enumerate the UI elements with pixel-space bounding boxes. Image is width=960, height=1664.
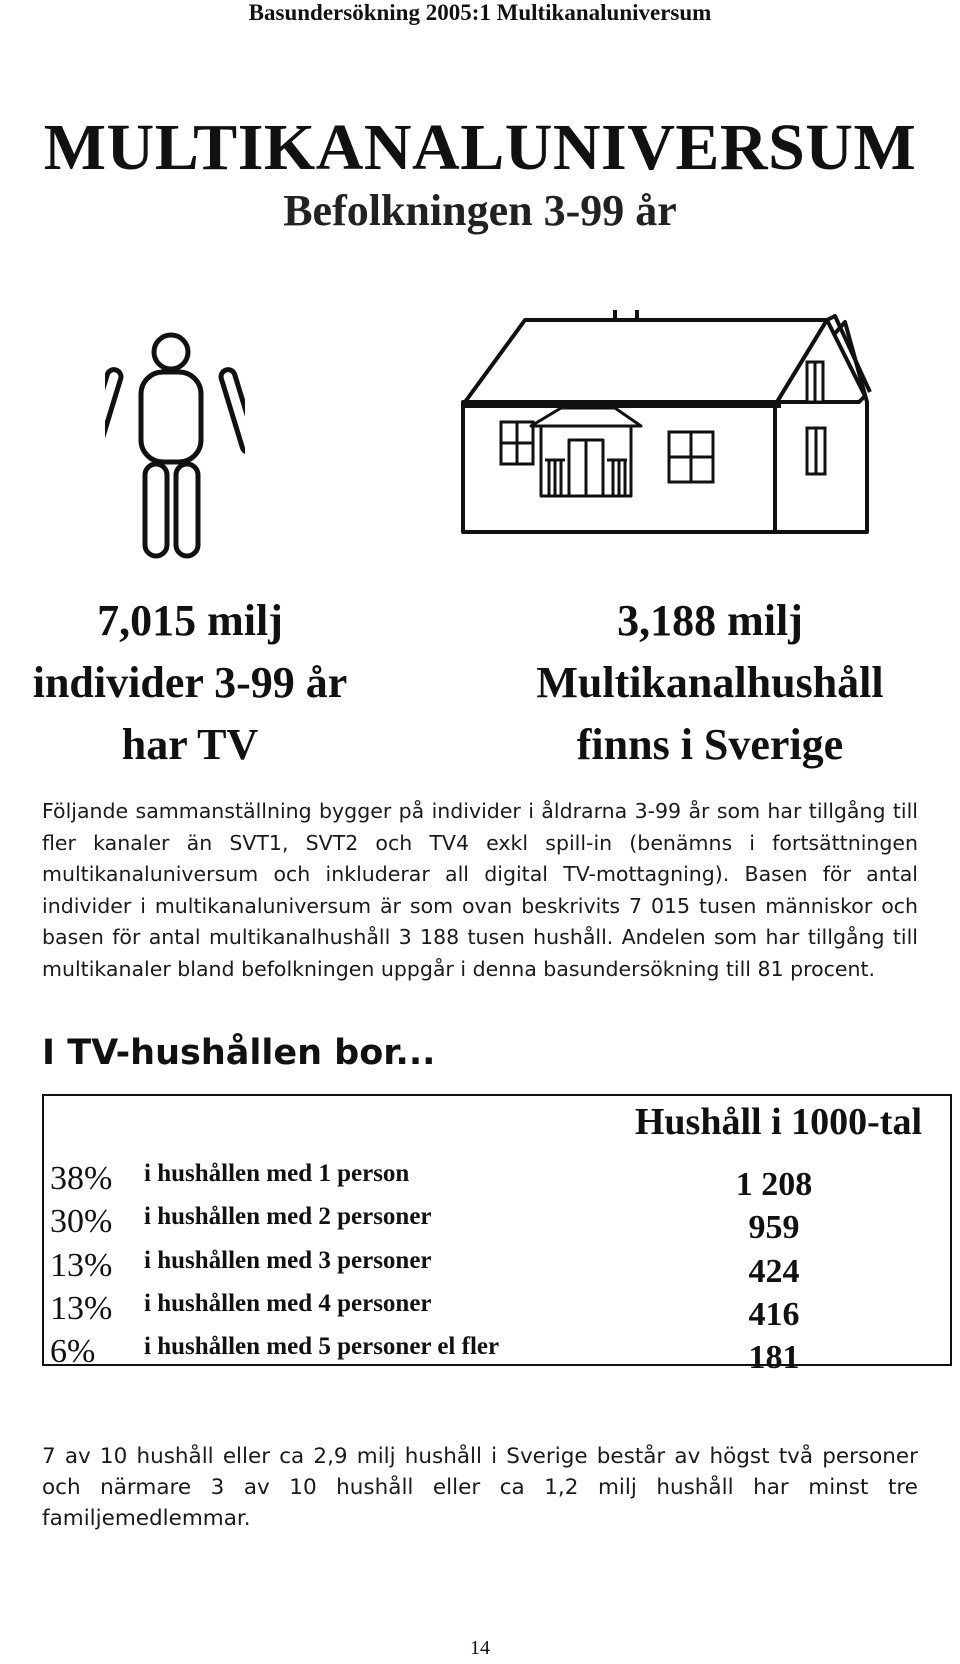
households-count: 3,188 milj bbox=[617, 596, 803, 645]
household-table bbox=[42, 1094, 952, 1376]
table-row bbox=[44, 1247, 950, 1293]
row-label: i hushållen med 1 person bbox=[144, 1160, 410, 1187]
intro-paragraph: Följande sammanställning bygger på individer i åldrarna 3-99 år som har tillgång till fler kanaler än SVT1, SVT2 och TV4 exkl spill-in (benämns i fortsättningen multikanaluniversum och inkluderar all digital TV-mottagning). Basen för antal individer i multikanaluniversum är som ovan beskrivits 7 015 tusen människor och basen för antal multikanalhushåll 3 188 tusen hushåll. Andelen som har tillgång till multikanaler bland befolkningen uppgår i denna basundersökning till 81 procent. bbox=[42, 799, 918, 981]
table-row bbox=[44, 1333, 950, 1379]
households-description: Multikanalhushåll bbox=[536, 658, 884, 707]
row-value: 1 208 bbox=[735, 1166, 813, 1203]
running-header: Basundersökning 2005:1 Multikanaluniversum bbox=[248, 0, 712, 25]
table-row bbox=[44, 1203, 950, 1249]
row-percent: 38% bbox=[50, 1160, 113, 1197]
row-value: 424 bbox=[748, 1253, 800, 1290]
row-label: i hushållen med 2 personer bbox=[144, 1203, 432, 1230]
house-icon bbox=[455, 310, 915, 540]
row-percent: 13% bbox=[50, 1290, 113, 1327]
page-number: 14 bbox=[470, 1637, 490, 1659]
column-header: Hushåll i 1000-tal bbox=[634, 1101, 922, 1143]
row-label: i hushållen med 3 personer bbox=[144, 1247, 432, 1274]
closing-paragraph: 7 av 10 hushåll eller ca 2,9 milj hushåll i Sverige består av högst två personer och närmare 3 av 10 hushåll eller ca 1,2 milj hushåll har minst tre familjemedlemmar. bbox=[42, 1444, 918, 1531]
section-heading: I TV-hushållen bor... bbox=[42, 1033, 436, 1073]
row-percent: 13% bbox=[50, 1247, 113, 1284]
row-value: 416 bbox=[748, 1296, 800, 1333]
row-label: i hushållen med 5 personer el fler bbox=[144, 1333, 500, 1360]
row-value: 959 bbox=[748, 1209, 800, 1246]
individuals-count: 7,015 milj bbox=[97, 596, 283, 645]
table-row bbox=[44, 1290, 950, 1336]
individuals-description: individer 3-99 år bbox=[32, 658, 348, 707]
individuals-tv: har TV bbox=[121, 720, 259, 769]
row-percent: 6% bbox=[50, 1333, 96, 1370]
households-stat bbox=[480, 590, 940, 776]
page-subtitle: Befolkningen 3-99 år bbox=[283, 186, 677, 235]
row-percent: 30% bbox=[50, 1203, 113, 1240]
households-location: finns i Sverige bbox=[576, 720, 844, 769]
person-icon bbox=[105, 330, 245, 560]
row-label: i hushållen med 4 personer bbox=[144, 1290, 432, 1317]
individuals-stat bbox=[0, 590, 380, 776]
table-row bbox=[44, 1160, 950, 1206]
row-value: 181 bbox=[748, 1339, 800, 1376]
page-title: MULTIKANALUNIVERSUM bbox=[43, 111, 917, 184]
